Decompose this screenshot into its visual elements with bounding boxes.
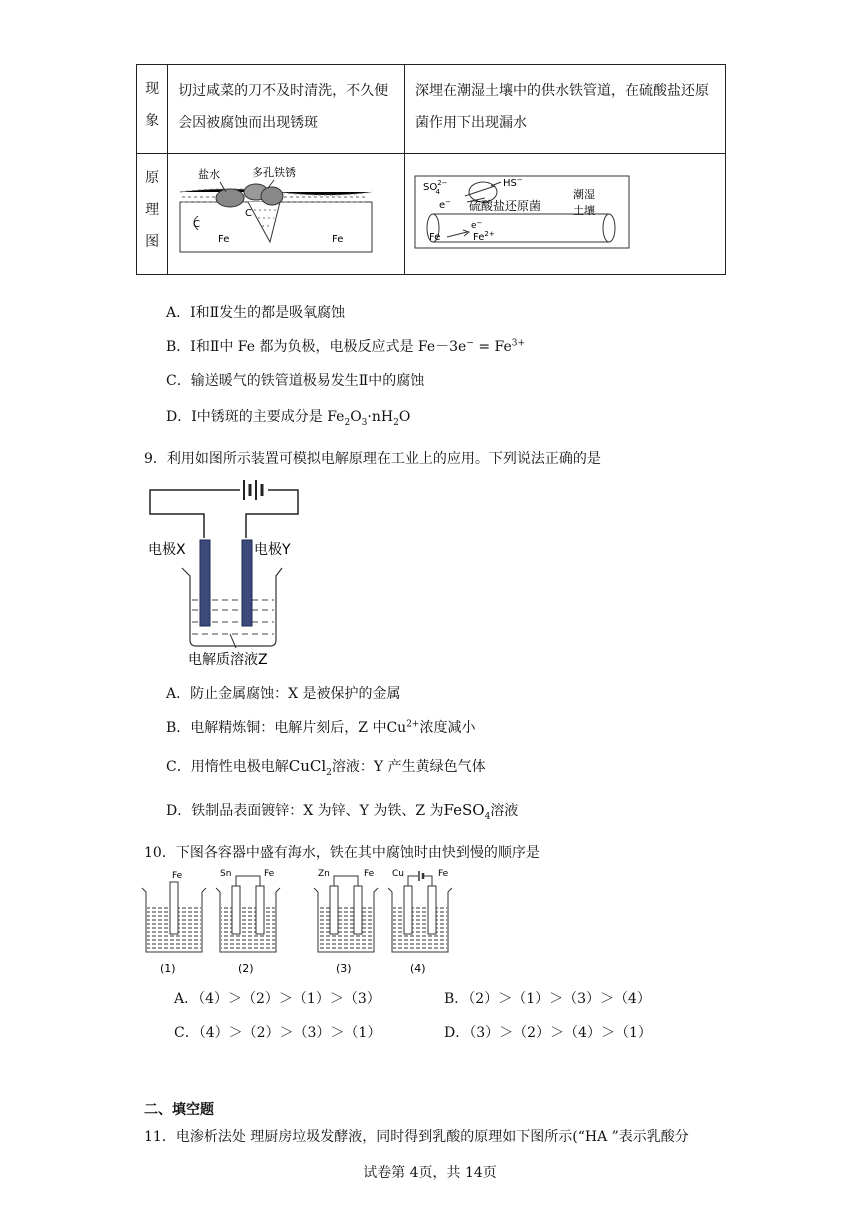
section-heading: 二、填空题: [144, 1102, 214, 1118]
phenomenon-1-text: 切过咸菜的刀不及时清洗，不久便会因被腐蚀而出现锈斑: [178, 83, 389, 131]
q9-option-d: [166, 800, 518, 822]
principle-figure-1: [168, 154, 405, 275]
fe-pipe-label: Fe: [429, 232, 441, 243]
phenomenon-header-text: 现象: [145, 81, 160, 129]
pipe-corrosion-diagram: [405, 154, 725, 266]
sulfate-label: $SO^{2-}$ 4: [423, 179, 448, 196]
phenomenon-row: [137, 65, 726, 154]
q9-option-b-text: B．电解精炼铜：电解片刻后，Z 中: [166, 720, 387, 736]
rust-diagram: [168, 154, 393, 266]
q8-option-b-eq: $Fe-3e^- = Fe^{3+}$: [417, 338, 526, 355]
bacteria-label: 硫酸盐还原菌: [469, 199, 542, 213]
q9-option-d-text: D．铁制品表面镀锌：X 为锌、Y 为铁、Z 为: [166, 803, 444, 819]
beaker-3-zn: Zn: [318, 869, 330, 879]
q9-option-d-formula: FeSO$_4$: [443, 801, 491, 822]
q8-option-d-text: D．Ⅰ中锈斑的主要成分是: [166, 409, 328, 425]
phenomenon-1: [168, 65, 405, 154]
beaker-1: [142, 871, 206, 975]
q9-option-a: A．防止金属腐蚀：X 是被保护的金属: [166, 686, 401, 702]
q10-option-d: D．（3）＞（2）＞（4）＞（1）: [444, 1025, 652, 1041]
q9-option-c-tail: 溶液：Y 产生黄绿色气体: [331, 759, 486, 775]
q8-option-a: A．Ⅰ和Ⅱ发生的都是吸氧腐蚀: [166, 305, 346, 321]
beakers-diagram: [140, 866, 470, 980]
beaker-2-fe: Fe: [264, 869, 275, 879]
phenomenon-2: [405, 65, 726, 154]
q8-option-d-formula: $Fe_2O_3\cdot nH_2O$: [327, 409, 411, 428]
soil-label-1: 潮湿: [573, 188, 595, 201]
salt-water-label: 盐水: [198, 168, 221, 181]
principle-header-text: 原理图: [145, 170, 160, 250]
electron-label-1: e−: [439, 198, 452, 211]
principle-header: [137, 154, 168, 275]
beaker-3: [314, 869, 378, 975]
electrode-x-label: 电极X: [148, 542, 186, 558]
q9-option-c-formula: CuCl$_2$: [288, 757, 332, 778]
beaker-3-label: (3): [336, 962, 352, 975]
beaker-2-sn: Sn: [220, 869, 232, 879]
principle-row: [137, 154, 726, 275]
beaker-2-label: (2): [238, 962, 254, 975]
beaker-4-fe: Fe: [438, 869, 449, 879]
q9-option-c: [166, 756, 486, 778]
q9-stem: 9．利用如图所示装置可模拟电解原理在工业上的应用。下列说法正确的是: [144, 451, 601, 467]
q9-option-d-tail: 溶液: [490, 803, 519, 819]
q9-option-b-tail: 浓度减小: [419, 720, 476, 736]
electrode-y-label: 电极Y: [254, 542, 291, 558]
q8-option-c: C．输送暖气的铁管道极易发生Ⅱ中的腐蚀: [166, 373, 425, 389]
phenomenon-header: [137, 65, 168, 154]
q9-option-b-ion: $Cu^{2+}$: [386, 719, 420, 736]
q9-option-b: [166, 717, 475, 737]
fe-label-1: Fe: [218, 234, 230, 245]
comparison-table: [136, 64, 726, 275]
q10-stem: 10．下图各容器中盛有海水，铁在其中腐蚀时由快到慢的顺序是: [144, 845, 540, 861]
c-label-2: C: [245, 208, 253, 219]
q9-option-c-text: C．用惰性电极电解: [166, 759, 289, 775]
porous-rust-label: 多孔铁锈: [252, 166, 297, 179]
q8-option-d: [166, 406, 410, 428]
c-label-1: C: [193, 219, 201, 230]
principle-figure-2: [405, 154, 726, 275]
soil-label-2: 土壤: [573, 204, 595, 217]
beaker-1-label: (1): [160, 962, 176, 975]
q10-option-b: B．（2）＞（1）＞（3）＞（4）: [444, 991, 651, 1007]
electron-label-2: e−: [471, 219, 483, 231]
hs-label: HS−: [503, 176, 523, 189]
beaker-4-label: (4): [410, 962, 426, 975]
phenomenon-2-text: 深埋在潮湿土壤中的供水铁管道，在硫酸盐还原菌作用下出现漏水: [415, 83, 709, 131]
q11-stem: 11．电渗析法处 理厨房垃圾发酵液，同时得到乳酸的原理如下图所示(“HA ”表示乳酸分: [144, 1129, 689, 1145]
beaker-3-fe: Fe: [364, 869, 375, 879]
q8-option-b: [166, 336, 525, 356]
electrolysis-diagram: [140, 476, 320, 672]
electrolyte-label: 电解质溶液Z: [188, 652, 268, 668]
q8-option-b-text: B．Ⅰ和Ⅱ中 Fe 都为负极，电极反应式是: [166, 339, 418, 355]
q10-option-a: A．（4）＞（2）＞（1）＞（3）: [174, 991, 381, 1007]
page-footer: 试卷第 4页，共 14页: [363, 1165, 497, 1181]
beaker-4-cu: Cu: [392, 869, 404, 879]
fe-label-2: Fe: [332, 234, 344, 245]
beaker-1-fe: Fe: [172, 871, 183, 881]
fe2-label: $Fe^{2+}$: [473, 230, 495, 243]
beaker-2: [216, 869, 280, 975]
beaker-4: [388, 869, 452, 975]
q10-option-c: C．（4）＞（2）＞（3）＞（1）: [174, 1025, 382, 1041]
